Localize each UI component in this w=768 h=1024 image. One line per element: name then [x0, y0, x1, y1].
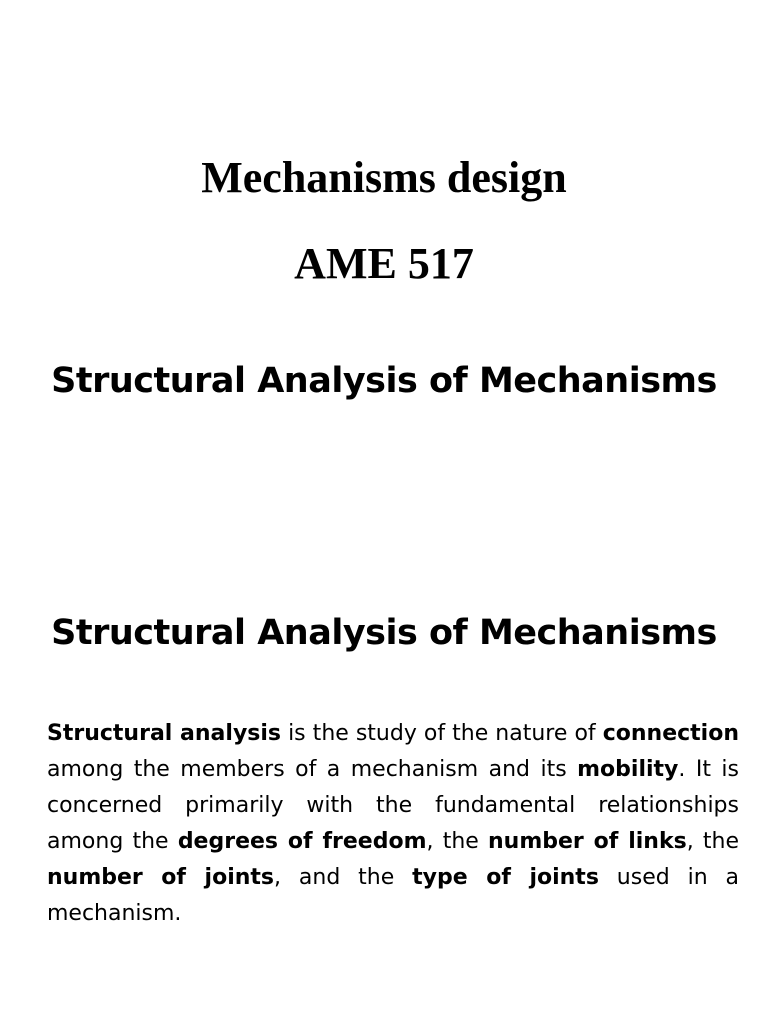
term-type-of-joints: type of joints — [412, 865, 599, 890]
text-run: , and the — [274, 865, 413, 890]
text-run: , the — [686, 829, 739, 854]
term-structural-analysis: Structural analysis — [47, 721, 282, 746]
term-number-of-joints: number of joints — [47, 865, 275, 890]
term-number-of-links: number of links — [488, 829, 687, 854]
text-run: . It is concerned primarily with the fundamental relationships among the — [47, 757, 739, 854]
slide-subtitle: Structural Analysis of Mechanisms — [51, 361, 717, 401]
content-slide — [0, 512, 768, 1024]
term-mobility: mobility — [577, 757, 679, 782]
text-run: , the — [426, 829, 489, 854]
text-run: used in a mechanism. — [47, 865, 740, 926]
term-connection: connection — [602, 721, 739, 746]
text-run: is the study of the nature of — [281, 721, 603, 746]
term-degrees-of-freedom: degrees of freedom — [177, 829, 427, 854]
slide-heading: Structural Analysis of Mechanisms — [51, 613, 717, 653]
course-title: Mechanisms design — [201, 153, 567, 202]
definition-paragraph — [47, 716, 739, 932]
course-code: AME 517 — [294, 239, 474, 288]
text-run: among the members of a mechanism and its — [47, 757, 578, 782]
